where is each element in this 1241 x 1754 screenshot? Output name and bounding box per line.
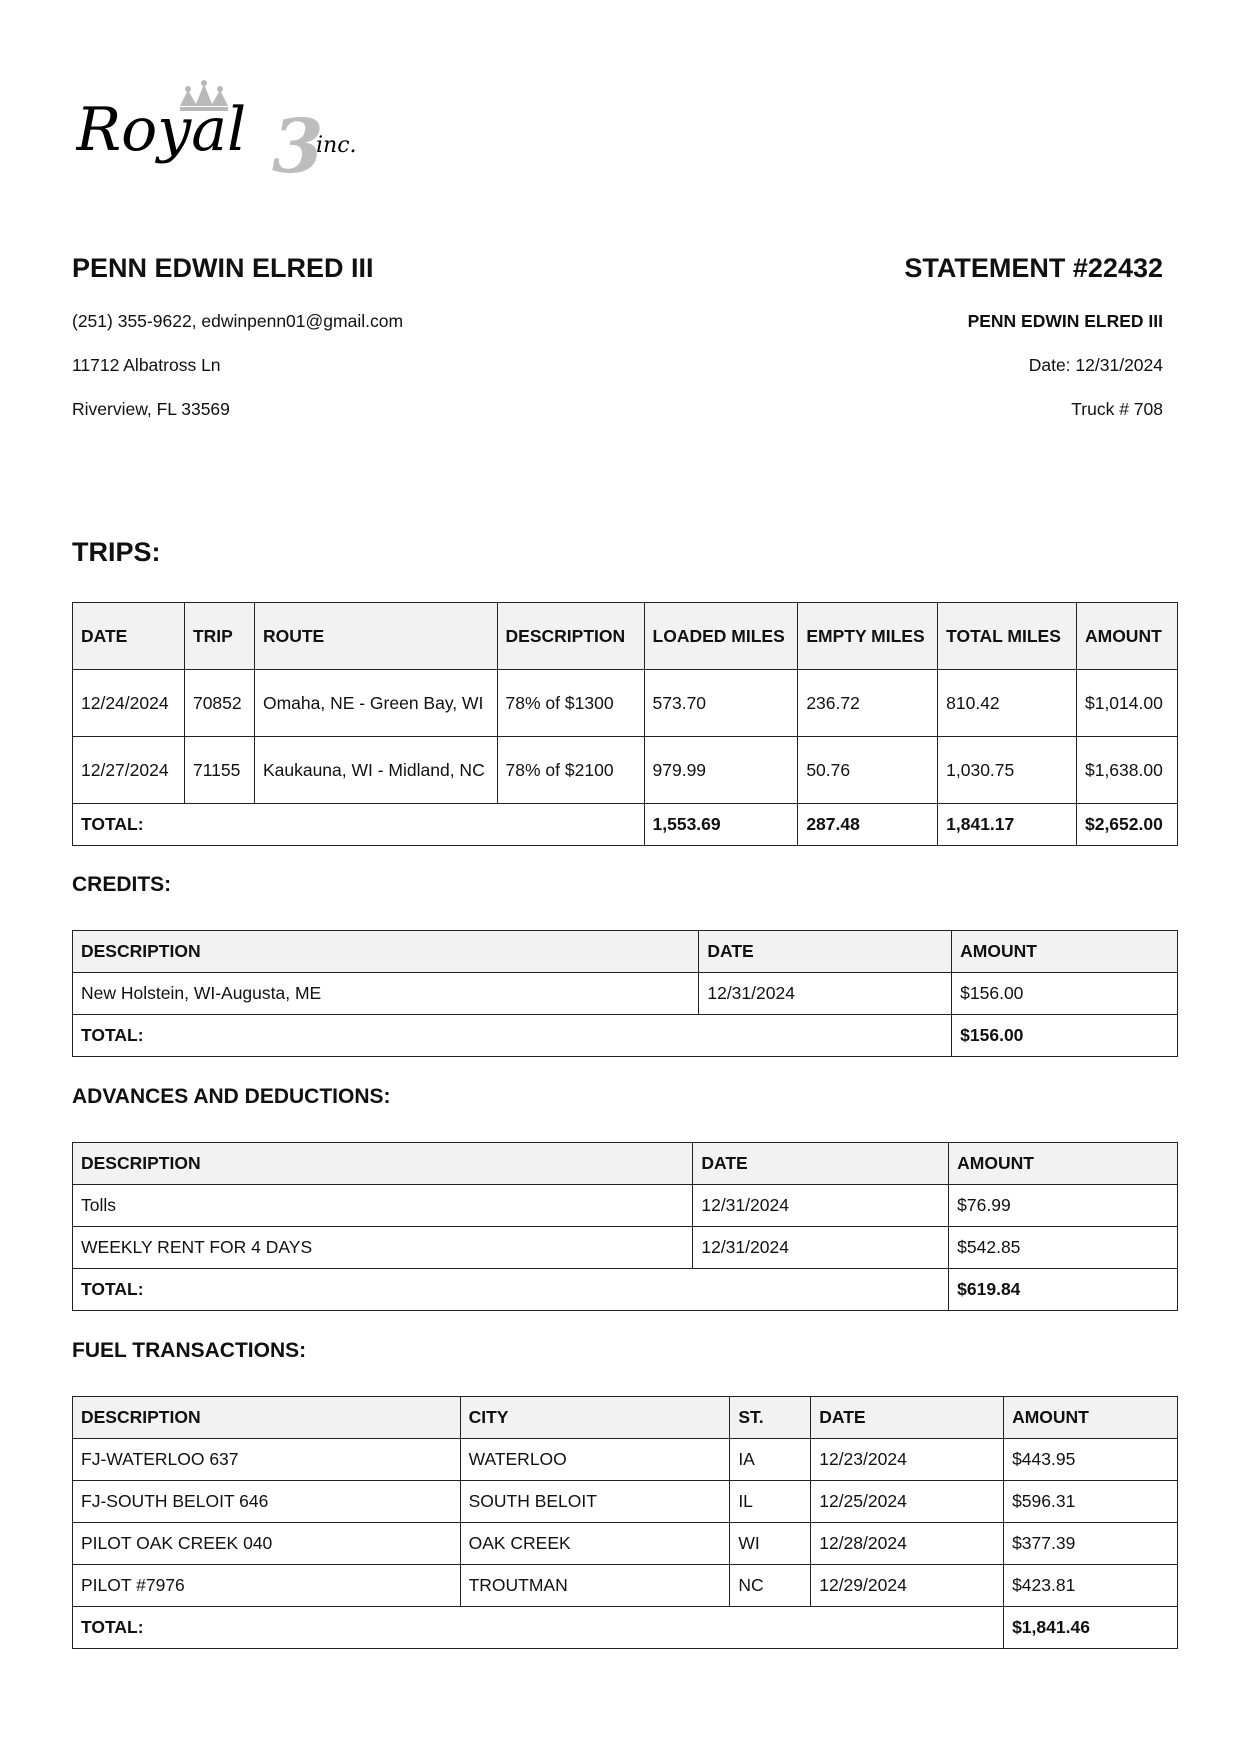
table-cell: $443.95: [1004, 1439, 1178, 1481]
table-cell: 12/25/2024: [811, 1481, 1004, 1523]
driver-info: [72, 250, 404, 419]
col-header: AMOUNT: [1076, 603, 1177, 670]
table-cell: 12/24/2024: [73, 670, 185, 737]
driver-name: PENN EDWIN ELRED III: [72, 253, 374, 283]
table-cell: 78% of $1300: [497, 670, 644, 737]
table-cell: IA: [730, 1439, 811, 1481]
table-cell: 12/31/2024: [693, 1185, 949, 1227]
table-total-row: [73, 804, 1178, 846]
fuel-title: FUEL TRANSACTIONS:: [72, 1339, 307, 1362]
total-amount: $619.84: [949, 1269, 1178, 1311]
table-cell: $596.31: [1004, 1481, 1178, 1523]
driver-contact: (251) 355-9622, edwinpenn01@gmail.com: [72, 311, 404, 331]
statement-info: [904, 250, 1163, 419]
table-header-row: [73, 603, 1178, 670]
table-cell: $76.99: [949, 1185, 1178, 1227]
table-cell: WEEKLY RENT FOR 4 DAYS: [73, 1227, 693, 1269]
table-cell: 12/28/2024: [811, 1523, 1004, 1565]
table-header-row: [73, 1397, 1178, 1439]
table-total-row: [73, 1015, 1178, 1057]
table-cell: 12/31/2024: [699, 973, 952, 1015]
col-header: AMOUNT: [949, 1143, 1178, 1185]
table-row: [73, 1523, 1178, 1565]
table-cell: 12/29/2024: [811, 1565, 1004, 1607]
col-header: AMOUNT: [952, 931, 1178, 973]
advances-table: [72, 1142, 1178, 1311]
table-cell: TROUTMAN: [460, 1565, 730, 1607]
table-row: [73, 1565, 1178, 1607]
table-cell: $156.00: [952, 973, 1178, 1015]
col-header: DESCRIPTION: [497, 603, 644, 670]
table-cell: Kaukauna, WI - Midland, NC: [254, 737, 497, 804]
table-cell: $1,638.00: [1076, 737, 1177, 804]
col-header: DATE: [811, 1397, 1004, 1439]
total-amount: $156.00: [952, 1015, 1178, 1057]
total-miles: 1,841.17: [938, 804, 1077, 846]
table-cell: FJ-SOUTH BELOIT 646: [73, 1481, 461, 1523]
col-header: ST.: [730, 1397, 811, 1439]
credits-title: CREDITS:: [72, 873, 172, 896]
total-loaded-miles: 1,553.69: [644, 804, 798, 846]
table-cell: 1,030.75: [938, 737, 1077, 804]
col-header: TOTAL MILES: [938, 603, 1077, 670]
table-cell: $542.85: [949, 1227, 1178, 1269]
driver-address-line2: Riverview, FL 33569: [72, 399, 230, 419]
table-cell: 12/23/2024: [811, 1439, 1004, 1481]
total-empty-miles: 287.48: [798, 804, 938, 846]
trips-table: [72, 602, 1178, 846]
col-header: ROUTE: [254, 603, 497, 670]
statement-name: PENN EDWIN ELRED III: [967, 311, 1163, 331]
table-cell: 71155: [184, 737, 254, 804]
statement-title: STATEMENT #22432: [904, 253, 1163, 283]
table-total-row: [73, 1607, 1178, 1649]
statement-date: Date: 12/31/2024: [1028, 355, 1163, 375]
table-cell: SOUTH BELOIT: [460, 1481, 730, 1523]
table-cell: Omaha, NE - Green Bay, WI: [254, 670, 497, 737]
table-cell: $423.81: [1004, 1565, 1178, 1607]
col-header: CITY: [460, 1397, 730, 1439]
table-cell: 70852: [184, 670, 254, 737]
col-header: EMPTY MILES: [798, 603, 938, 670]
col-header: DATE: [693, 1143, 949, 1185]
table-cell: $1,014.00: [1076, 670, 1177, 737]
table-cell: NC: [730, 1565, 811, 1607]
table-row: [73, 973, 1178, 1015]
col-header: AMOUNT: [1004, 1397, 1178, 1439]
col-header: TRIP: [184, 603, 254, 670]
total-label: TOTAL:: [73, 804, 645, 846]
fuel-table: [72, 1396, 1178, 1649]
logo-suffix: inc.: [316, 133, 357, 158]
table-cell: 12/31/2024: [693, 1227, 949, 1269]
table-cell: 573.70: [644, 670, 798, 737]
table-row: [73, 1227, 1178, 1269]
trips-title: TRIPS:: [72, 537, 161, 567]
table-row: [73, 737, 1178, 804]
table-header-row: [73, 1143, 1178, 1185]
total-label: TOTAL:: [73, 1269, 949, 1311]
table-row: [73, 670, 1178, 737]
company-logo: [76, 80, 386, 190]
table-cell: WI: [730, 1523, 811, 1565]
col-header: DESCRIPTION: [73, 931, 699, 973]
table-cell: IL: [730, 1481, 811, 1523]
col-header: LOADED MILES: [644, 603, 798, 670]
total-amount: $2,652.00: [1076, 804, 1177, 846]
total-amount: $1,841.46: [1004, 1607, 1178, 1649]
logo-number: 3: [272, 104, 324, 190]
table-header-row: [73, 931, 1178, 973]
table-total-row: [73, 1269, 1178, 1311]
table-cell: WATERLOO: [460, 1439, 730, 1481]
table-cell: 50.76: [798, 737, 938, 804]
table-cell: 236.72: [798, 670, 938, 737]
col-header: DATE: [699, 931, 952, 973]
table-cell: 78% of $2100: [497, 737, 644, 804]
total-label: TOTAL:: [73, 1015, 952, 1057]
table-cell: Tolls: [73, 1185, 693, 1227]
advances-title: ADVANCES AND DEDUCTIONS:: [72, 1085, 391, 1108]
table-cell: New Holstein, WI-Augusta, ME: [73, 973, 699, 1015]
table-row: [73, 1481, 1178, 1523]
table-cell: FJ-WATERLOO 637: [73, 1439, 461, 1481]
statement-truck: Truck # 708: [1071, 399, 1163, 419]
table-row: [73, 1185, 1178, 1227]
table-cell: $377.39: [1004, 1523, 1178, 1565]
table-cell: PILOT #7976: [73, 1565, 461, 1607]
table-cell: 810.42: [938, 670, 1077, 737]
col-header: DESCRIPTION: [73, 1397, 461, 1439]
table-cell: PILOT OAK CREEK 040: [73, 1523, 461, 1565]
driver-address-line1: 11712 Albatross Ln: [72, 355, 221, 375]
table-cell: OAK CREEK: [460, 1523, 730, 1565]
credits-table: [72, 930, 1178, 1057]
logo-text: Royal: [76, 95, 247, 165]
col-header: DATE: [73, 603, 185, 670]
table-row: [73, 1439, 1178, 1481]
col-header: DESCRIPTION: [73, 1143, 693, 1185]
table-cell: 12/27/2024: [73, 737, 185, 804]
table-cell: 979.99: [644, 737, 798, 804]
total-label: TOTAL:: [73, 1607, 1004, 1649]
